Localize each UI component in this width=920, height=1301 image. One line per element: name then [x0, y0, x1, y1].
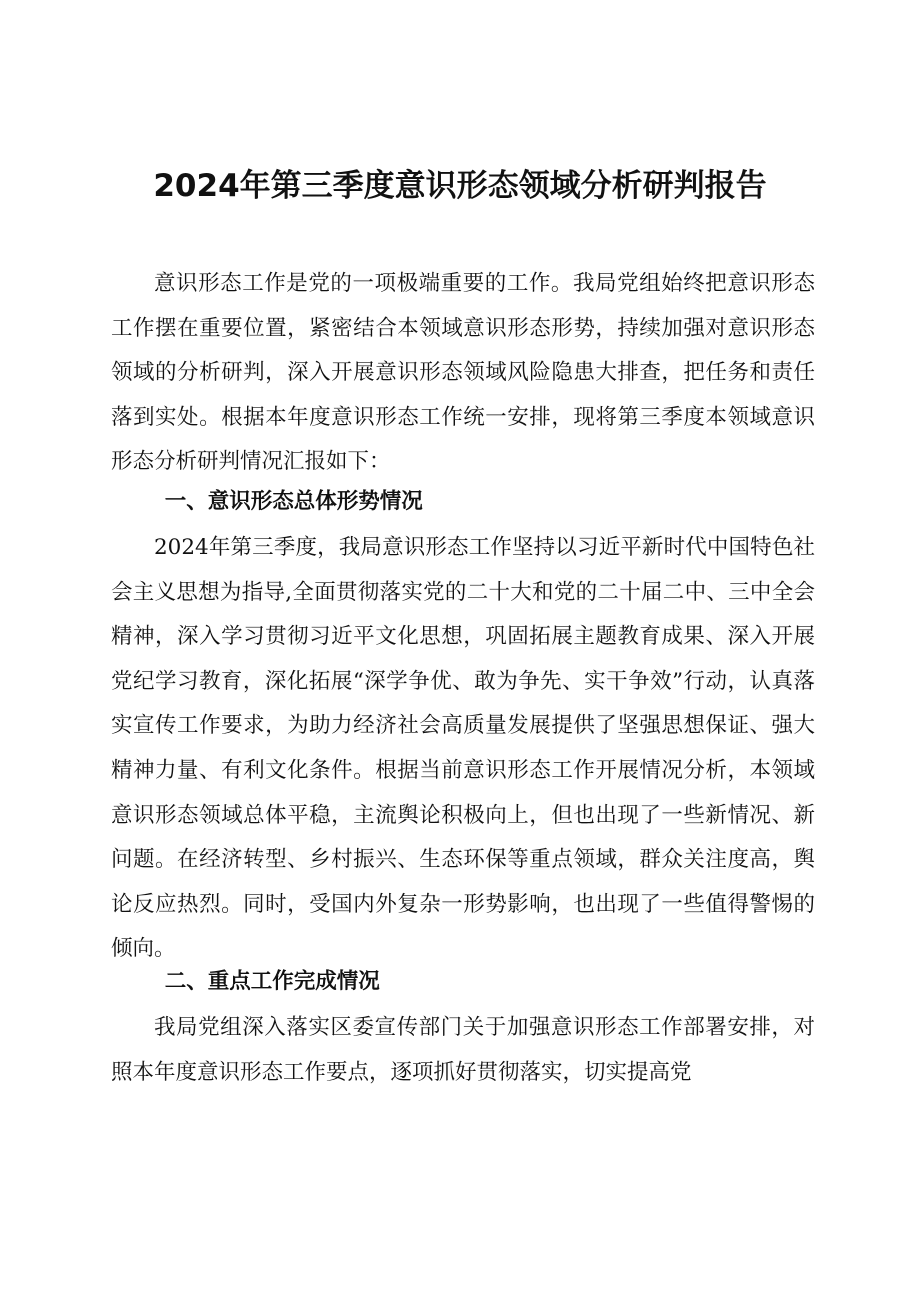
document-title: 2024年第三季度意识形态领域分析研判报告: [153, 168, 767, 204]
section-heading-overall-situation: 一、意识形态总体形势情况: [164, 489, 423, 514]
intro-paragraph: 意识形态工作是党的一项极端重要的工作。我局党组始终把意识形态工作摆在重要位置，紧密结合本领域意识形态形势，持续加强对意识形态领域的分析研判，深入开展意识形态领域风险隐患大排查，把任务和责任落到实处。根据本年度意识形态工作统一安排，现将第三季度本领域意识形态分析研判情况汇报如下：: [111, 271, 815, 475]
section-heading-key-work: 二、重点工作完成情况: [164, 969, 380, 994]
section-paragraph-overall-situation: 2024年第三季度，我局意识形态工作坚持以习近平新时代中国特色社会主义思想为指导,全面贯彻落实党的二十大和党的二十届二中、三中全会精神，深入学习贯彻习近平文化思想，巩固拓展主题教育成果、深入开展党纪学习教育，深化拓展“深学争优、敢为争先、实干争效”行动，认真落实宣传工作要求，为助力经济社会高质量发展提供了坚强思想保证、强大精神力量、有利文化条件。根据当前意识形态工作开展情况分析，本领域意识形态领域总体平稳，主流舆论积极向上，但也出现了一些新情况、新问题。在经济转型、乡村振兴、生态环保等重点领域，群众关注度高，舆论反应热烈。同时，受国内外复杂一形势影响，也出现了一些值得警惕的倾向。: [111, 535, 815, 962]
section-paragraph-key-work: 我局党组深入落实区委宣传部门关于加强意识形态工作部署安排，对照本年度意识形态工作要点，逐项抓好贯彻落实，切实提高党: [111, 1015, 815, 1085]
